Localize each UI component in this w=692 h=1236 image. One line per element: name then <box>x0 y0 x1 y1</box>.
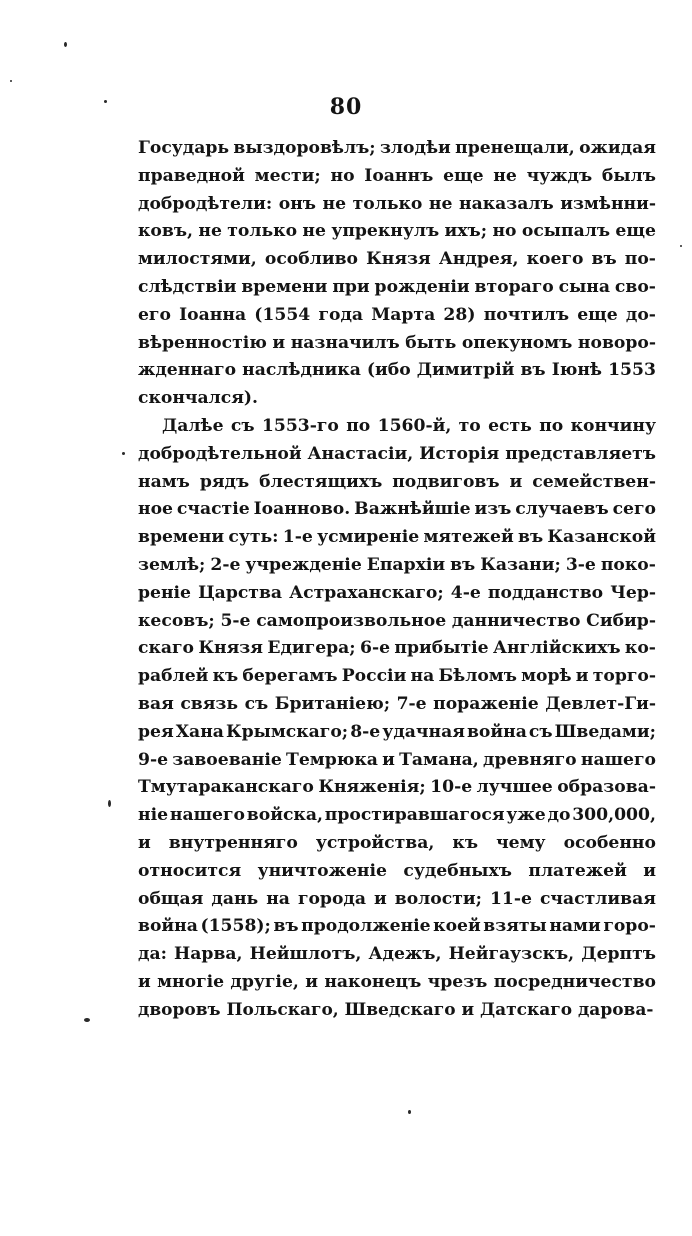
paragraph-1 <box>138 135 656 413</box>
text-line: Тмутараканскаго Княженія; 10-е лучшее образова- <box>138 777 656 798</box>
text-line: рея Хана Крымскаго; 8-е удачная война съ Шведами; <box>138 721 656 742</box>
text-line: праведной мести; но Іоаннъ еще не чуждъ былъ <box>138 165 656 186</box>
text-line: его Іоанна (1554 года Марта 28) почтилъ еще до- <box>138 304 656 325</box>
text-line: добродѣтели: онъ не только не наказалъ измѣнни- <box>138 193 656 214</box>
text-line: времени суть: 1-е усмиреніе мятежей въ Казанской <box>138 527 656 548</box>
text-line: милостями, особливо Князя Андрея, коего въ по- <box>138 249 656 270</box>
scan-speck <box>122 452 125 455</box>
text-line: вѣренностію и назначилъ быть опекуномъ новоро- <box>138 332 656 353</box>
text-line: ніе нашего войска, простиравшагося уже до 300,000, <box>138 805 656 826</box>
text-line: скончался). <box>138 388 259 409</box>
text-line: 9-е завоеваніе Темрюка и Тамана, древняго нашего <box>138 749 656 770</box>
text-line: дворовъ Польскаго, Шведскаго и Датскаго дарова- <box>138 999 654 1020</box>
text-line: реніе Царства Астраханскаго; 4-е подданство Чер- <box>138 582 656 603</box>
text-line: ковъ, не только не упрекнулъ ихъ; но осыпалъ еще <box>138 221 656 242</box>
text-line: Далѣе съ 1553-го по 1560-й, то есть по кончину <box>162 415 656 436</box>
scan-speck <box>10 80 12 82</box>
text-line: слѣдствіи времени при рожденіи втораго сына сво- <box>138 276 656 297</box>
scan-speck <box>680 245 682 247</box>
text-line: скаго Князя Едигера; 6-е прибытіе Англійскихъ ко- <box>138 638 656 659</box>
text-line: намъ рядъ блестящихъ подвиговъ и семействен- <box>138 471 656 492</box>
text-line: да: Нарва, Нейшлотъ, Адежъ, Нейгаузскъ, Дерптъ <box>138 944 656 965</box>
text-line: и многіе другіе, и наконецъ чрезъ посредничество <box>138 971 656 992</box>
text-line: жденнаго наслѣдника (ибо Димитрій въ Іюнѣ 1553 <box>138 360 656 381</box>
text-line: кесовъ; 5-е самопроизвольное данничество Сибир- <box>138 610 656 631</box>
text-line: война (1558); въ продолженіе коей взяты нами горо- <box>138 916 656 937</box>
text-line: ное счастіе Іоанново. Важнѣйшіе изъ случаевъ сего <box>138 499 656 520</box>
text-line: общая дань на города и волости; 11-е счастливая <box>138 888 656 909</box>
text-line: Государь выздоровѣлъ; злодѣи пренещали, ожидая <box>138 138 656 158</box>
text-line: землѣ; 2-е учрежденіе Епархіи въ Казани; 3-е поко- <box>138 554 656 575</box>
body-text <box>138 135 656 1025</box>
text-line: раблей къ берегамъ Россіи на Бѣломъ морѣ и торго- <box>138 666 656 687</box>
text-line: и внутренняго устройства, къ чему особенно <box>138 832 656 853</box>
scan-speck <box>64 42 67 47</box>
scan-speck <box>104 100 107 103</box>
paragraph-2 <box>138 413 656 1025</box>
scan-speck <box>108 800 111 807</box>
scan-speck <box>408 1110 411 1114</box>
page-number: 80 <box>329 94 363 120</box>
text-line: относится уничтоженіе судебныхъ платежей и <box>138 860 656 881</box>
text-line: добродѣтельной Анастасіи, Исторія представляетъ <box>138 443 656 464</box>
text-line: вая связь съ Британіею; 7-е пораженіе Девлет-Ги- <box>138 693 656 714</box>
scan-speck <box>84 1018 90 1022</box>
